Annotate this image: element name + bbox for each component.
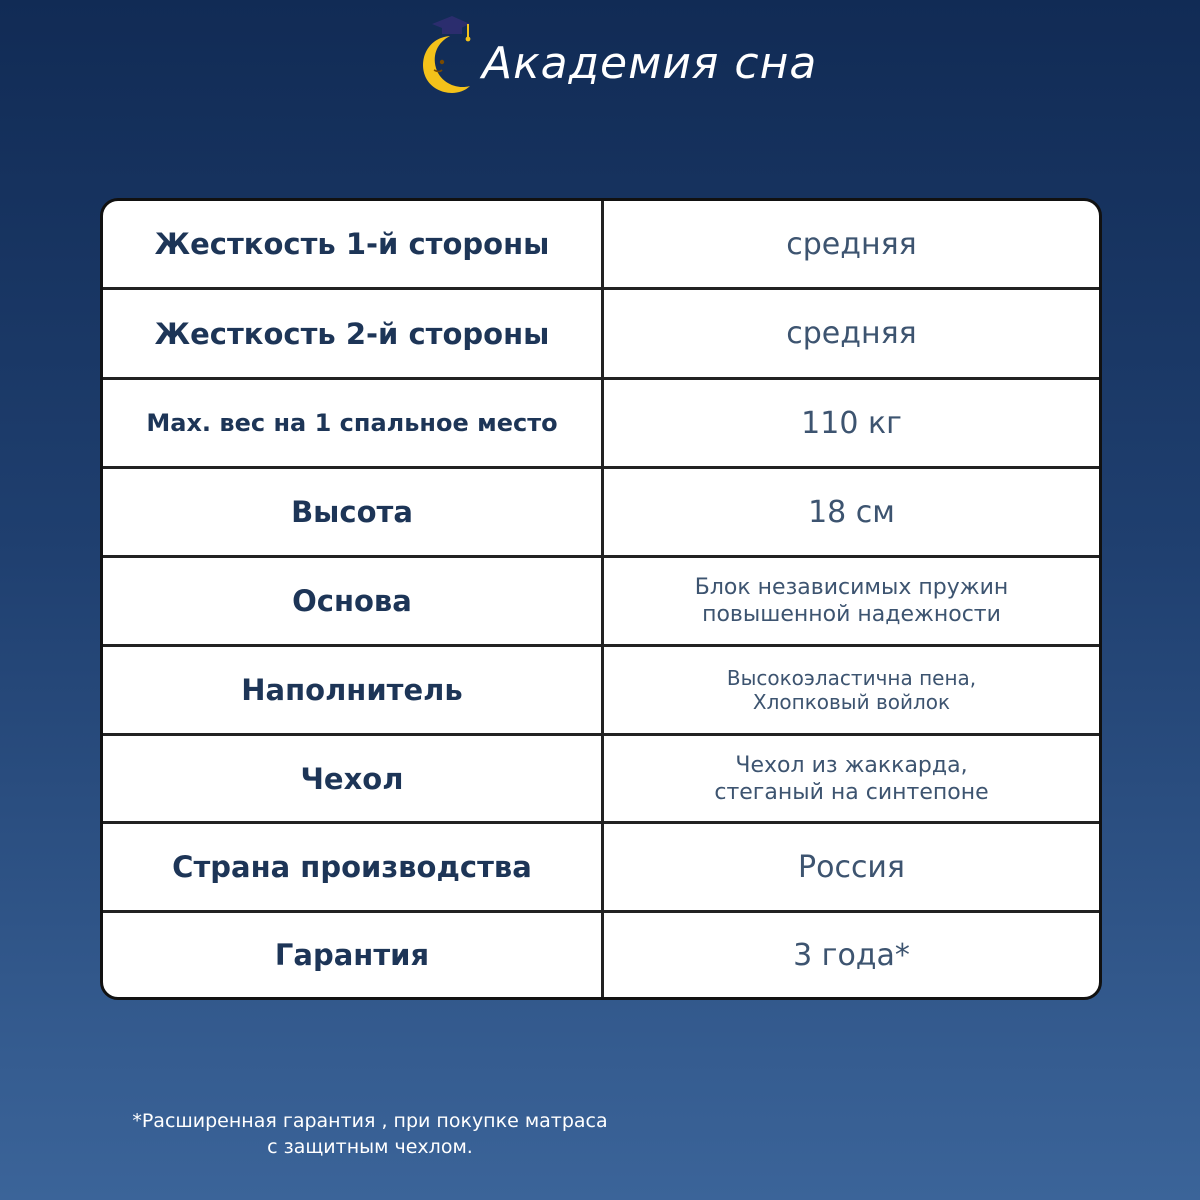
spec-value: 18 см [601,469,1099,555]
spec-value-line: Блок независимых пружин [694,575,1009,600]
brand-header [0,0,1200,140]
spec-value-line: Высокоэластична пена, [726,666,977,690]
spec-value: Россия [601,824,1099,910]
spec-value [601,558,1099,644]
footnote [100,1108,640,1160]
spec-key: Страна производства [172,850,532,884]
spec-value-line: стеганый на синтепоне [714,779,989,805]
spec-key: Жесткость 1-й стороны [154,227,550,261]
spec-key: Max. вес на 1 спальное место [146,409,558,437]
moon-with-graduation-cap-icon [412,10,482,100]
spec-value [601,736,1099,821]
spec-key: Жесткость 2-й стороны [154,316,550,351]
table-row [103,910,1099,997]
table-row [103,377,1099,466]
specs-table [100,198,1102,1000]
brand-name: Академия сна [482,38,818,89]
table-row [103,466,1099,555]
spec-key: Чехол [300,761,404,796]
table-row [103,644,1099,733]
table-row [103,821,1099,910]
table-row [103,287,1099,377]
spec-value-line: Хлопковый войлок [752,690,951,714]
spec-value-line: Чехол из жаккарда, [735,752,968,778]
spec-value-line: повышенной надежности [702,602,1001,627]
table-row [103,733,1099,821]
table-row [103,201,1099,287]
spec-key: Наполнитель [241,673,463,707]
footnote-line: с защитным чехлом. [267,1136,473,1158]
spec-value: средняя [601,290,1099,377]
spec-key: Основа [292,584,412,618]
table-row [103,555,1099,644]
spec-value: 3 года* [601,913,1099,997]
spec-key: Высота [291,495,413,529]
spec-value: средняя [601,201,1099,287]
spec-value: 110 кг [601,380,1099,466]
spec-key: Гарантия [274,938,430,972]
footnote-line: *Расширенная гарантия , при покупке матраса [132,1110,608,1132]
spec-value [601,647,1099,733]
